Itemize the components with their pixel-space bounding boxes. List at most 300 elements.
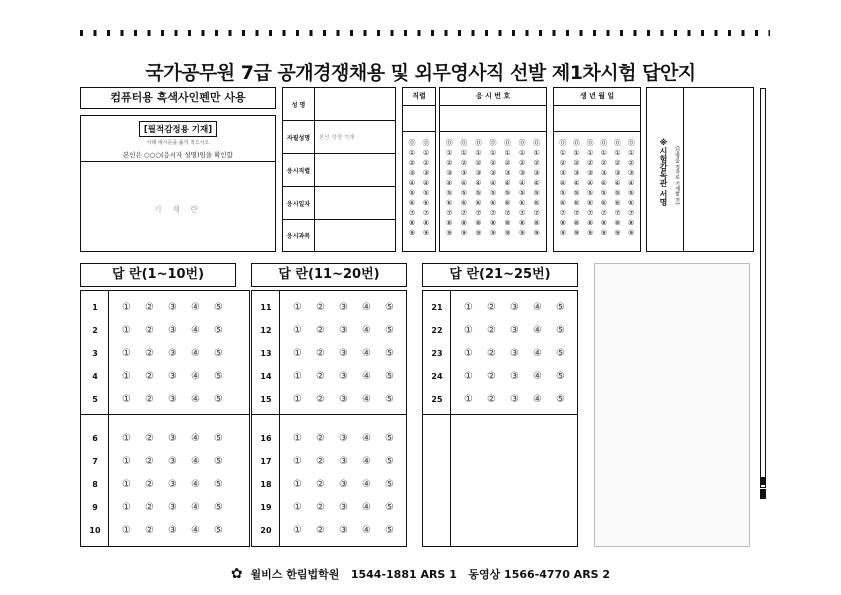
digit-bubble[interactable]: ⓪: [445, 139, 453, 147]
digit-bubble[interactable]: ①: [533, 149, 540, 157]
answer-option-bubble[interactable]: ③: [339, 301, 348, 313]
answer-option-bubble[interactable]: ④: [362, 432, 371, 444]
answer-option-bubble[interactable]: ①: [293, 347, 302, 359]
digit-bubble[interactable]: ③: [504, 169, 511, 177]
question-number: 11: [260, 302, 272, 312]
digit-bubble[interactable]: ⑦: [504, 209, 511, 217]
digit-bubble[interactable]: ⑦: [460, 209, 467, 217]
answer-option-bubble[interactable]: ①: [122, 393, 131, 405]
answer-option-bubble[interactable]: ③: [510, 324, 519, 336]
digit-bubble[interactable]: ⑥: [533, 199, 540, 207]
digit-bubble[interactable]: ④: [587, 179, 594, 187]
digit-bubble[interactable]: ⑦: [573, 209, 580, 217]
digit-bubble[interactable]: ⑨: [460, 229, 467, 237]
digit-bubble[interactable]: ⑤: [614, 189, 621, 197]
digit-bubble[interactable]: ②: [518, 159, 526, 167]
answer-option-bubble[interactable]: ⑤: [214, 324, 223, 336]
digit-bubble[interactable]: ②: [559, 159, 566, 167]
digit-bubble[interactable]: ⓪: [422, 139, 430, 147]
answer-option-bubble[interactable]: ②: [316, 455, 325, 467]
digit-bubble[interactable]: ⑧: [504, 219, 511, 227]
answer-option-bubble[interactable]: ②: [487, 370, 496, 382]
digit-bubble[interactable]: ⑦: [475, 209, 482, 217]
question-number: 4: [92, 371, 98, 381]
answer-option-bubble[interactable]: ①: [122, 370, 131, 382]
digit-bubble[interactable]: ①: [587, 149, 594, 157]
answer-option-bubble[interactable]: ③: [168, 455, 177, 467]
answer-row: [81, 297, 249, 317]
answer-option-bubble[interactable]: ④: [533, 301, 542, 313]
answer-option-bubble[interactable]: ③: [339, 455, 348, 467]
digit-bubble[interactable]: ⑤: [422, 189, 430, 197]
handwriting-box[interactable]: [80, 115, 276, 252]
answer-option-bubble[interactable]: ④: [362, 455, 371, 467]
digit-bubble[interactable]: ⑦: [422, 209, 430, 217]
digit-bubble[interactable]: ①: [408, 149, 416, 157]
digit-bubble[interactable]: ⑨: [533, 229, 540, 237]
answer-row: [423, 366, 577, 386]
answer-option-bubble[interactable]: ②: [316, 324, 325, 336]
digit-bubble[interactable]: ③: [422, 169, 430, 177]
digit-bubble[interactable]: ⑦: [614, 209, 621, 217]
digit-bubble[interactable]: ②: [408, 159, 416, 167]
answer-option-bubble[interactable]: ⑤: [556, 301, 565, 313]
digit-bubble[interactable]: ⑥: [422, 199, 430, 207]
answer-option-bubble[interactable]: ②: [316, 347, 325, 359]
answer-option-bubble[interactable]: ①: [464, 370, 473, 382]
answer-option-bubble[interactable]: ③: [339, 478, 348, 490]
digit-bubble[interactable]: ⑥: [460, 199, 467, 207]
answer-option-bubble[interactable]: ②: [316, 524, 325, 536]
digit-bubble[interactable]: ⑦: [587, 209, 594, 217]
digit-bubble[interactable]: ①: [489, 149, 497, 157]
digit-bubble[interactable]: ①: [446, 149, 453, 157]
digit-bubble[interactable]: ⑦: [600, 209, 607, 217]
digit-bubble[interactable]: ②: [627, 159, 635, 167]
answer-option-bubble[interactable]: ⑤: [385, 501, 394, 513]
digit-bubble[interactable]: ③: [475, 169, 482, 177]
job-column[interactable]: 직렬 ⓪ ① ② ③ ④ ⑤ ⑥ ⑦ ⑧ ⑨ ⓪ ① ② ③ ④ ⑤ ⑥ ⑦ ⑧ ⑨: [402, 87, 436, 252]
digit-bubble[interactable]: ⑧: [422, 219, 430, 227]
answer-option-bubble[interactable]: ④: [533, 347, 542, 359]
digit-bubble[interactable]: ⑥: [504, 199, 511, 207]
digit-bubble[interactable]: ⑧: [408, 219, 416, 227]
digit-bubble[interactable]: ⓪: [586, 139, 594, 147]
answer-option-bubble[interactable]: ⑤: [556, 347, 565, 359]
digit-bubble[interactable]: ⑧: [573, 219, 580, 227]
answer-option-bubble[interactable]: ①: [122, 301, 131, 313]
digit-bubble[interactable]: ③: [573, 169, 580, 177]
answer-option-bubble[interactable]: ①: [293, 370, 302, 382]
answer-option-bubble[interactable]: ⑤: [214, 393, 223, 405]
answer-option-bubble[interactable]: ⑤: [556, 370, 565, 382]
digit-bubble[interactable]: ②: [587, 159, 594, 167]
digit-bubble[interactable]: ④: [460, 179, 467, 187]
info-row[interactable]: 성 명: [283, 88, 395, 121]
answer-option-bubble[interactable]: ⑤: [385, 478, 394, 490]
answer-option-bubble[interactable]: ④: [533, 370, 542, 382]
digit-bubble[interactable]: ①: [614, 149, 621, 157]
digit-bubble[interactable]: ②: [422, 159, 430, 167]
digit-bubble[interactable]: ⑨: [573, 229, 580, 237]
answer-option-bubble[interactable]: ④: [191, 370, 200, 382]
digit-bubble[interactable]: ⑧: [600, 219, 607, 227]
answer-option-bubble[interactable]: ②: [145, 524, 154, 536]
answer-option-bubble[interactable]: ①: [293, 432, 302, 444]
handwriting-subtitle: 아래 예시문을 옮겨 적으시오: [146, 140, 210, 146]
answer-option-bubble[interactable]: ⑤: [385, 393, 394, 405]
answer-option-bubble[interactable]: ①: [293, 524, 302, 536]
digit-bubble[interactable]: ①: [475, 149, 482, 157]
answer-option-bubble[interactable]: ④: [191, 347, 200, 359]
digit-bubble[interactable]: ⑧: [533, 219, 540, 227]
answer-option-bubble[interactable]: ①: [293, 501, 302, 513]
answer-option-bubble[interactable]: ④: [191, 393, 200, 405]
digit-bubble[interactable]: ②: [475, 159, 482, 167]
digit-bubble[interactable]: ⑧: [614, 219, 621, 227]
exam-number-column[interactable]: 응 시 번 호 ⓪ ① ② ③ ④ ⑤ ⑥ ⑦ ⑧ ⑨ ⓪ ① ② ③ ④ ⑤ ⑥ ⑦ ⑧ ⑨ ⓪ ① ② ③ ④ ⑤ ⑥ ⑦ ⑧ ⑨ ⓪ ① ② ③ ④ ⑤ ⑥ ⑦ ⑧ ⑨ ⓪ ① ② ③ ④ ⑤ ⑥ ⑦ ⑧ ⑨ ⓪ ① ② ③ ④ ⑤ ⑥ ⑦ ⑧ ⑨ ⓪ ① ② ③ ④ ⑤ ⑥ ⑦ ⑧ ⑨: [439, 87, 547, 252]
digit-bubble[interactable]: ⑨: [422, 229, 430, 237]
answer-option-bubble[interactable]: ⑤: [385, 455, 394, 467]
answer-option-bubble[interactable]: ③: [339, 524, 348, 536]
answer-option-bubble[interactable]: ⑤: [214, 501, 223, 513]
answer-option-bubble[interactable]: ④: [191, 432, 200, 444]
digit-bubble[interactable]: ⑦: [489, 209, 497, 217]
question-number: 24: [431, 371, 443, 381]
answer-option-bubble[interactable]: ⑤: [214, 455, 223, 467]
digit-bubble[interactable]: ⑨: [475, 229, 482, 237]
digit-bubble[interactable]: ⑦: [518, 209, 526, 217]
answer-row: [252, 497, 406, 517]
digit-bubble[interactable]: ⓪: [518, 139, 526, 147]
answer-option-bubble[interactable]: ②: [316, 501, 325, 513]
answer-option-bubble[interactable]: ③: [168, 324, 177, 336]
digit-bubble[interactable]: ③: [587, 169, 594, 177]
answer-row: [423, 297, 577, 317]
answer-option-bubble[interactable]: ⑤: [385, 301, 394, 313]
answer-option-bubble[interactable]: ④: [533, 324, 542, 336]
answer-option-bubble[interactable]: ③: [168, 301, 177, 313]
answer-option-bubble[interactable]: ③: [339, 432, 348, 444]
digit-bubble[interactable]: ②: [573, 159, 580, 167]
digit-bubble[interactable]: ⑨: [587, 229, 594, 237]
digit-bubble[interactable]: ③: [627, 169, 635, 177]
digit-bubble[interactable]: ⑥: [573, 199, 580, 207]
digit-bubble[interactable]: ⑦: [533, 209, 540, 217]
digit-bubble[interactable]: ②: [446, 159, 453, 167]
digit-bubble[interactable]: ⑨: [446, 229, 453, 237]
digit-bubble[interactable]: ⑥: [475, 199, 482, 207]
answer-option-bubble[interactable]: ③: [168, 478, 177, 490]
answer-option-bubble[interactable]: ⑤: [214, 370, 223, 382]
answer-option-bubble[interactable]: ⑤: [385, 524, 394, 536]
info-row[interactable]: 응시직렬: [283, 154, 395, 187]
digit-bubble[interactable]: ③: [614, 169, 621, 177]
digit-bubble[interactable]: ④: [408, 179, 416, 187]
digit-bubble[interactable]: ⑤: [460, 189, 467, 197]
answer-option-bubble[interactable]: ④: [191, 324, 200, 336]
answer-option-bubble[interactable]: ②: [145, 324, 154, 336]
digit-bubble[interactable]: ⓪: [600, 139, 608, 147]
answer-option-bubble[interactable]: ③: [339, 370, 348, 382]
digit-bubble[interactable]: ⑨: [504, 229, 511, 237]
answer-option-bubble[interactable]: ④: [362, 370, 371, 382]
digit-bubble[interactable]: ⑤: [573, 189, 580, 197]
answer-option-bubble[interactable]: ④: [362, 393, 371, 405]
answer-option-bubble[interactable]: ②: [316, 301, 325, 313]
answer-option-bubble[interactable]: ⑤: [214, 478, 223, 490]
digit-bubble[interactable]: ⑤: [559, 189, 566, 197]
digit-bubble[interactable]: ⑨: [489, 229, 497, 237]
answer-option-bubble[interactable]: ④: [191, 501, 200, 513]
digit-bubble[interactable]: ③: [559, 169, 566, 177]
answer-option-bubble[interactable]: ⑤: [385, 324, 394, 336]
answer-option-bubble[interactable]: ⑤: [214, 524, 223, 536]
answer-option-bubble[interactable]: ②: [316, 478, 325, 490]
answer-row: [252, 451, 406, 471]
digit-bubble[interactable]: ④: [489, 179, 497, 187]
answer-option-bubble[interactable]: ②: [145, 432, 154, 444]
digit-bubble[interactable]: ⑥: [587, 199, 594, 207]
digit-bubble[interactable]: ④: [422, 179, 430, 187]
footer: [0, 566, 841, 582]
digit-bubble[interactable]: ⑨: [559, 229, 566, 237]
answer-option-bubble[interactable]: ④: [362, 478, 371, 490]
answer-option-bubble[interactable]: ⑤: [214, 432, 223, 444]
digit-bubble[interactable]: ⑧: [559, 219, 566, 227]
digit-bubble[interactable]: ⑨: [408, 229, 416, 237]
digit-bubble[interactable]: ⑥: [489, 199, 497, 207]
answer-option-bubble[interactable]: ①: [122, 324, 131, 336]
answer-option-bubble[interactable]: ①: [122, 524, 131, 536]
birth-date-column[interactable]: 생 년 월 일 ⓪ ① ② ③ ④ ⑤ ⑥ ⑦ ⑧ ⑨ ⓪ ① ② ③ ④ ⑤ ⑥ ⑦ ⑧ ⑨ ⓪ ① ② ③ ④ ⑤ ⑥ ⑦ ⑧ ⑨ ⓪ ① ② ③ ④ ⑤ ⑥ ⑦ ⑧ ⑨ ⓪ ① ② ③ ④ ⑤ ⑥ ⑦ ⑧ ⑨ ⓪ ① ② ③ ④ ⑤ ⑥ ⑦ ⑧ ⑨: [553, 87, 641, 252]
answer-option-bubble[interactable]: ④: [191, 301, 200, 313]
answer-option-bubble[interactable]: ③: [510, 301, 519, 313]
digit-bubble[interactable]: ④: [504, 179, 511, 187]
digit-bubble[interactable]: ⓪: [559, 139, 567, 147]
digit-bubble[interactable]: ⓪: [504, 139, 512, 147]
info-row[interactable]: 자필성명 본인 성명 기재: [283, 121, 395, 154]
digit-bubble[interactable]: ⑦: [627, 209, 635, 217]
digit-bubble[interactable]: ③: [600, 169, 607, 177]
digit-bubble[interactable]: ③: [489, 169, 497, 177]
digit-bubble[interactable]: ①: [573, 149, 580, 157]
answer-option-bubble[interactable]: ②: [487, 301, 496, 313]
digit-bubble[interactable]: ④: [518, 179, 526, 187]
digit-bubble[interactable]: ③: [533, 169, 540, 177]
digit-bubble[interactable]: ⑦: [408, 209, 416, 217]
answer-option-bubble[interactable]: ③: [168, 432, 177, 444]
answer-row: [81, 520, 249, 540]
digit-bubble[interactable]: ⑤: [533, 189, 540, 197]
digit-bubble[interactable]: ①: [600, 149, 607, 157]
digit-bubble[interactable]: ⑥: [600, 199, 607, 207]
answer-option-bubble[interactable]: ①: [464, 393, 473, 405]
digit-bubble[interactable]: ③: [460, 169, 467, 177]
digit-bubble[interactable]: ⑧: [446, 219, 453, 227]
digit-bubble[interactable]: ①: [422, 149, 430, 157]
answer-option-bubble[interactable]: ⑤: [385, 347, 394, 359]
answer-option-bubble[interactable]: ③: [510, 347, 519, 359]
answer-option-bubble[interactable]: ①: [464, 347, 473, 359]
answer-option-bubble[interactable]: ④: [362, 524, 371, 536]
question-number: 22: [431, 325, 443, 335]
digit-bubble[interactable]: ⑧: [518, 219, 526, 227]
digit-bubble[interactable]: ④: [627, 179, 635, 187]
answer-option-bubble[interactable]: ①: [464, 301, 473, 313]
answer-option-bubble[interactable]: ②: [487, 324, 496, 336]
answer-option-bubble[interactable]: ②: [145, 478, 154, 490]
answer-option-bubble[interactable]: ②: [145, 501, 154, 513]
answer-option-bubble[interactable]: ⑤: [556, 393, 565, 405]
digit-bubble[interactable]: ⑥: [446, 199, 453, 207]
digit-bubble[interactable]: ⑥: [559, 199, 566, 207]
answer-option-bubble[interactable]: ②: [145, 370, 154, 382]
digit-bubble[interactable]: ②: [533, 159, 540, 167]
answer-option-bubble[interactable]: ③: [168, 347, 177, 359]
answer-option-bubble[interactable]: ③: [510, 393, 519, 405]
digit-bubble[interactable]: ⓪: [627, 139, 635, 147]
digit-bubble[interactable]: ④: [446, 179, 453, 187]
digit-bubble[interactable]: ⑤: [446, 189, 453, 197]
digit-bubble[interactable]: ②: [600, 159, 607, 167]
digit-bubble[interactable]: ②: [504, 159, 511, 167]
digit-bubble[interactable]: ④: [559, 179, 566, 187]
answer-option-bubble[interactable]: ①: [122, 501, 131, 513]
answer-option-bubble[interactable]: ②: [316, 393, 325, 405]
answer-option-bubble[interactable]: ④: [191, 478, 200, 490]
digit-bubble[interactable]: ①: [559, 149, 566, 157]
answer-option-bubble[interactable]: ③: [339, 393, 348, 405]
digit-bubble[interactable]: ⑥: [614, 199, 621, 207]
answer-option-bubble[interactable]: ④: [191, 455, 200, 467]
digit-bubble[interactable]: ②: [460, 159, 467, 167]
digit-bubble[interactable]: ④: [573, 179, 580, 187]
answer-option-bubble[interactable]: ④: [362, 501, 371, 513]
answer-option-bubble[interactable]: ④: [362, 347, 371, 359]
answer-option-bubble[interactable]: ①: [122, 432, 131, 444]
digit-bubble[interactable]: ⓪: [533, 139, 541, 147]
digit-bubble[interactable]: ①: [460, 149, 467, 157]
digit-bubble[interactable]: ⑤: [600, 189, 607, 197]
digit-bubble[interactable]: ⑤: [587, 189, 594, 197]
digit-bubble[interactable]: ②: [489, 159, 497, 167]
answer-option-bubble[interactable]: ①: [293, 301, 302, 313]
digit-bubble[interactable]: ③: [408, 169, 416, 177]
footer-brand: 윌비스 한림법학원: [250, 568, 340, 581]
digit-bubble[interactable]: ⑤: [627, 189, 635, 197]
answer-option-bubble[interactable]: ①: [293, 324, 302, 336]
answer-option-bubble[interactable]: ④: [191, 524, 200, 536]
digit-bubble[interactable]: ④: [614, 179, 621, 187]
digit-bubble[interactable]: ⑨: [518, 229, 526, 237]
answer-option-bubble[interactable]: ②: [487, 347, 496, 359]
answer-option-bubble[interactable]: ①: [464, 324, 473, 336]
answer-option-bubble[interactable]: ③: [168, 370, 177, 382]
digit-bubble[interactable]: ⑤: [408, 189, 416, 197]
digit-bubble[interactable]: ⓪: [460, 139, 468, 147]
digit-bubble[interactable]: ⑥: [518, 199, 526, 207]
answer-option-bubble[interactable]: ⑤: [385, 370, 394, 382]
digit-bubble[interactable]: ⑤: [504, 189, 511, 197]
answer-option-bubble[interactable]: ③: [168, 524, 177, 536]
info-row[interactable]: 응시과목: [283, 220, 395, 251]
digit-bubble[interactable]: ⑨: [627, 229, 635, 237]
digit-bubble[interactable]: ④: [533, 179, 540, 187]
digit-bubble[interactable]: ⑤: [489, 189, 497, 197]
digit-bubble[interactable]: ⑧: [627, 219, 635, 227]
digit-bubble[interactable]: ⑤: [518, 189, 526, 197]
answer-option-bubble[interactable]: ⑤: [214, 347, 223, 359]
answer-option-bubble[interactable]: ③: [339, 501, 348, 513]
answer-option-bubble[interactable]: ⑤: [214, 301, 223, 313]
digit-bubble[interactable]: ⓪: [613, 139, 621, 147]
answer-option-bubble[interactable]: ②: [145, 393, 154, 405]
answer-option-bubble[interactable]: ③: [339, 347, 348, 359]
digit-bubble[interactable]: ⓪: [408, 139, 416, 147]
answer-option-bubble[interactable]: ③: [339, 324, 348, 336]
supervisor-signature[interactable]: [646, 87, 754, 252]
answer-option-bubble[interactable]: ①: [293, 455, 302, 467]
digit-bubble[interactable]: ⑧: [489, 219, 497, 227]
digit-bubble[interactable]: ⑤: [475, 189, 482, 197]
digit-bubble[interactable]: ③: [446, 169, 453, 177]
answer-option-bubble[interactable]: ⑤: [556, 324, 565, 336]
digit-bubble[interactable]: ⑧: [587, 219, 594, 227]
answer-option-bubble[interactable]: ②: [145, 301, 154, 313]
answer-option-bubble[interactable]: ④: [362, 324, 371, 336]
answer-option-bubble[interactable]: ②: [487, 393, 496, 405]
answer-option-bubble[interactable]: ①: [122, 478, 131, 490]
digit-bubble[interactable]: ⑨: [614, 229, 621, 237]
applicant-info: [282, 87, 396, 252]
answer-option-bubble[interactable]: ①: [293, 393, 302, 405]
answer-option-bubble[interactable]: ②: [316, 370, 325, 382]
digit-bubble[interactable]: ②: [614, 159, 621, 167]
answer-option-bubble[interactable]: ②: [316, 432, 325, 444]
answer-option-bubble[interactable]: ①: [122, 347, 131, 359]
digit-bubble[interactable]: ⑨: [600, 229, 607, 237]
answer-option-bubble[interactable]: ②: [145, 347, 154, 359]
answer-option-bubble[interactable]: ③: [510, 370, 519, 382]
answer-option-bubble[interactable]: ④: [362, 301, 371, 313]
answer-option-bubble[interactable]: ⑤: [385, 432, 394, 444]
digit-bubble[interactable]: ⑥: [627, 199, 635, 207]
digit-bubble[interactable]: ⓪: [489, 139, 497, 147]
digit-bubble[interactable]: ①: [627, 149, 635, 157]
digit-bubble[interactable]: ④: [600, 179, 607, 187]
answer-option-bubble[interactable]: ②: [145, 455, 154, 467]
digit-bubble[interactable]: ⑧: [475, 219, 482, 227]
digit-bubble[interactable]: ④: [475, 179, 482, 187]
digit-bubble[interactable]: ⑥: [408, 199, 416, 207]
digit-bubble[interactable]: ⓪: [572, 139, 580, 147]
answer-option-bubble[interactable]: ④: [533, 393, 542, 405]
question-number: 9: [92, 502, 98, 512]
digit-bubble[interactable]: ⑦: [559, 209, 566, 217]
answer-option-bubble[interactable]: ③: [168, 501, 177, 513]
digit-bubble[interactable]: ①: [504, 149, 511, 157]
digit-bubble[interactable]: ⑦: [446, 209, 453, 217]
digit-bubble[interactable]: ③: [518, 169, 526, 177]
digit-bubble[interactable]: ⑧: [460, 219, 467, 227]
digit-bubble[interactable]: ⓪: [474, 139, 482, 147]
info-row[interactable]: 응시일자: [283, 187, 395, 220]
digit-bubble[interactable]: ①: [518, 149, 526, 157]
answer-option-bubble[interactable]: ①: [293, 478, 302, 490]
answer-option-bubble[interactable]: ③: [168, 393, 177, 405]
answer-option-bubble[interactable]: ①: [122, 455, 131, 467]
